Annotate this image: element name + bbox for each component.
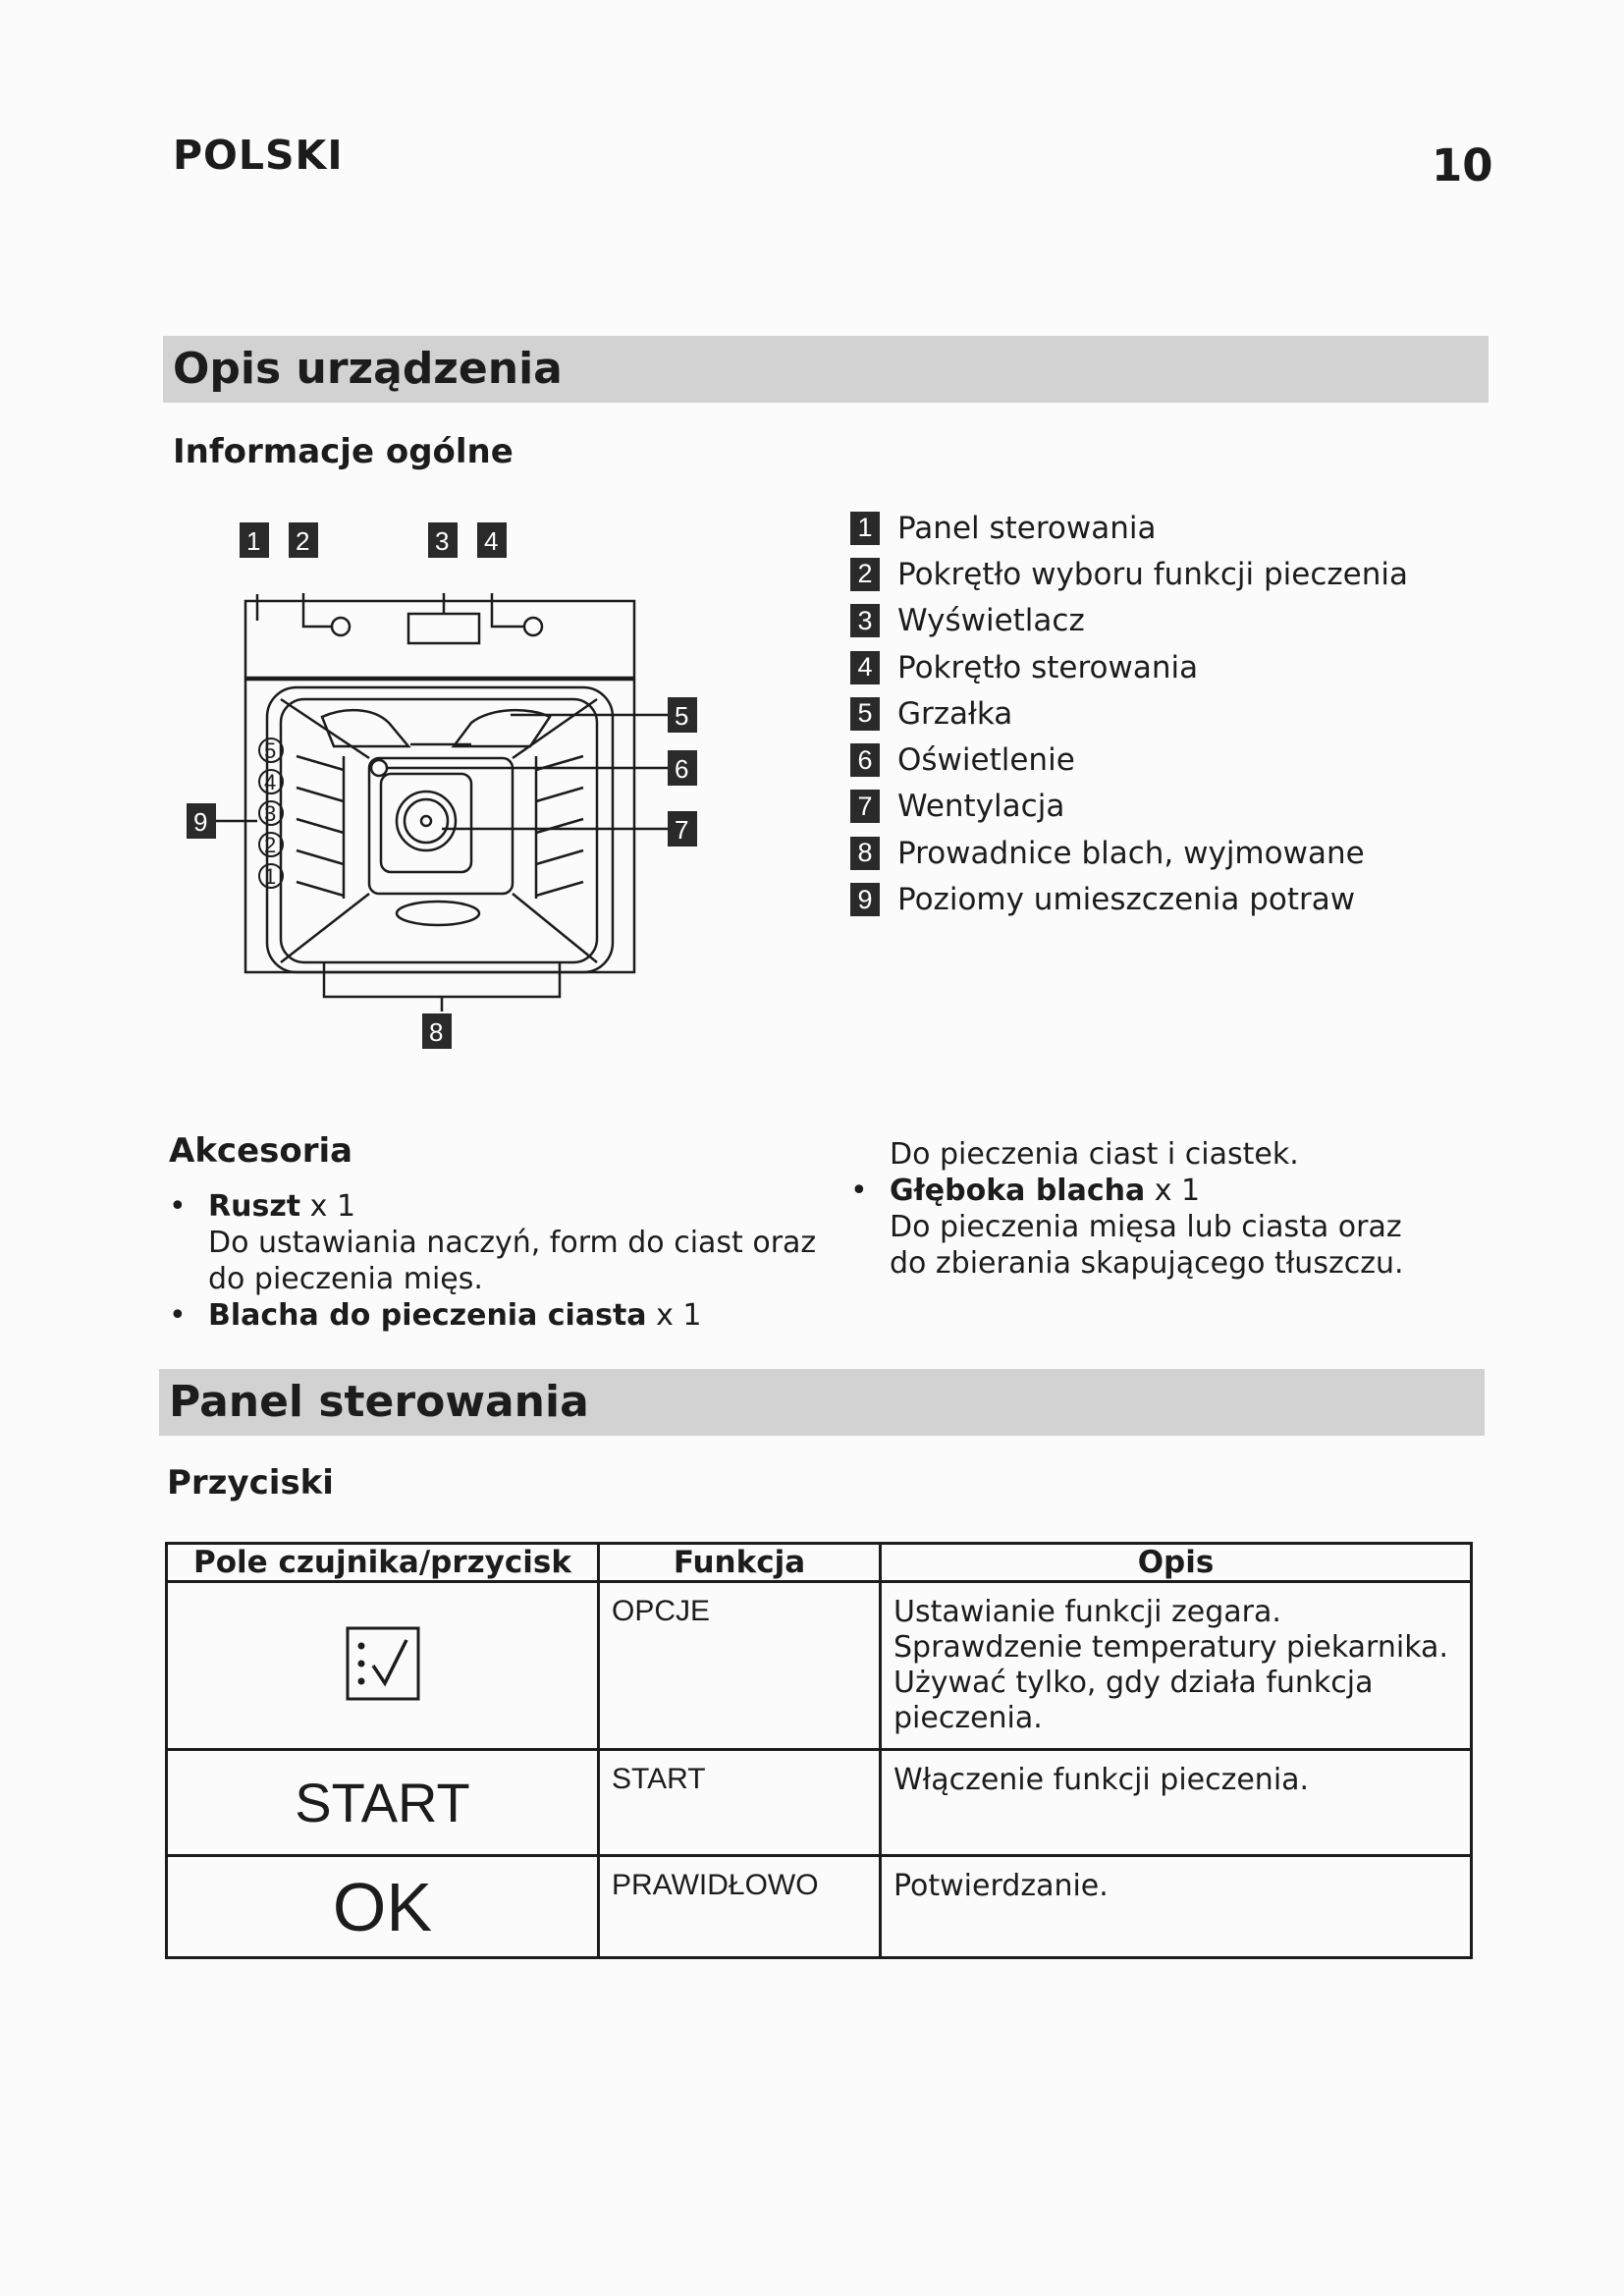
legend-label: Wyświetlacz: [897, 603, 1085, 639]
legend-number: 4: [850, 651, 880, 684]
legend-label: Wentylacja: [897, 789, 1065, 825]
language-label: POLSKI: [173, 132, 344, 179]
legend-item: [850, 737, 1538, 783]
legend-item: [850, 690, 1538, 737]
diagram-number-9: 9: [193, 807, 208, 837]
legend-number: 3: [850, 604, 880, 637]
diagram-number-5: 5: [675, 701, 689, 731]
legend-label: Grzałka: [897, 695, 1013, 732]
level-number-5: 5: [264, 738, 277, 763]
table-cell-function: START: [599, 1750, 881, 1856]
legend-label: Prowadnice blach, wyjmowane: [897, 835, 1365, 871]
accessory-item: [169, 1188, 817, 1225]
legend-label: Oświetlenie: [897, 742, 1075, 779]
table-header-row: [167, 1544, 1472, 1582]
accessory-name: Blacha do pieczenia ciasta: [208, 1298, 647, 1333]
start-symbol: START: [295, 1772, 470, 1833]
table-cell-symbol: [167, 1582, 599, 1750]
bullet-icon: •: [169, 1189, 187, 1224]
legend-label: Poziomy umieszczenia potraw: [897, 882, 1356, 918]
section-title-control-panel: Panel sterowania: [169, 1377, 589, 1427]
table-cell-function: OPCJE: [599, 1582, 881, 1750]
legend-item: [850, 876, 1538, 922]
table-cell-desc: Potwierdzanie.: [881, 1856, 1472, 1958]
table-header: Funkcja: [599, 1544, 881, 1582]
legend-number: 1: [850, 512, 880, 545]
level-number-1: 1: [264, 864, 277, 889]
level-number-2: 2: [264, 833, 277, 857]
legend-item: [850, 551, 1538, 597]
ok-symbol: OK: [332, 1868, 433, 1945]
legend-number: 2: [850, 558, 880, 591]
section-band-description: [163, 336, 1489, 403]
legend-number: 7: [850, 790, 880, 823]
table-cell-desc: Ustawianie funkcji zegara. Sprawdzenie temperatury piekarnika. Używać tylko, gdy działa funkcja pieczenia.: [881, 1582, 1472, 1750]
accessory-desc: Do pieczenia mięsa lub ciasta oraz do zbierania skapującego tłuszczu.: [890, 1210, 1404, 1281]
legend-label: Pokrętło sterowania: [897, 649, 1199, 685]
subtitle-buttons: Przyciski: [167, 1463, 334, 1503]
accessory-qty: x 1: [656, 1298, 702, 1333]
legend-number: 9: [850, 883, 880, 916]
page-number: 10: [1432, 139, 1493, 191]
accessories-title: Akcesoria: [169, 1131, 353, 1171]
accessory-name: Ruszt: [208, 1189, 301, 1224]
oven-diagram: [187, 511, 736, 1061]
legend-item: [850, 644, 1538, 690]
diagram-number-3: 3: [435, 526, 450, 556]
legend-item: [850, 598, 1538, 644]
accessory-desc: Do ustawiania naczyń, form do ciast oraz do pieczenia mięs.: [208, 1226, 817, 1296]
legend-number: 5: [850, 697, 880, 731]
accessory-desc: Do pieczenia ciast i ciastek.: [890, 1137, 1299, 1172]
accessory-qty: x 1: [309, 1189, 356, 1224]
diagram-legend: [850, 505, 1538, 923]
accessory-item: [169, 1297, 817, 1334]
buttons-table: [165, 1542, 1473, 1959]
accessory-qty: x 1: [1154, 1174, 1201, 1208]
diagram-number-8: 8: [429, 1017, 444, 1047]
table-cell-function: PRAWIDŁOWO: [599, 1856, 881, 1958]
legend-number: 6: [850, 743, 880, 777]
accessory-name: Głęboka blacha: [890, 1174, 1146, 1208]
bullet-icon: •: [850, 1174, 868, 1208]
subtitle-general-info: Informacje ogólne: [173, 432, 514, 471]
accessories-right-column: [850, 1136, 1439, 1282]
table-cell-symbol: [167, 1856, 599, 1958]
legend-label: Pokrętło wyboru funkcji pieczenia: [897, 556, 1408, 592]
accessory-item: [850, 1173, 1439, 1209]
table-cell-desc: Włączenie funkcji pieczenia.: [881, 1750, 1472, 1856]
level-number-3: 3: [264, 801, 277, 826]
table-cell-symbol: [167, 1750, 599, 1856]
level-number-4: 4: [264, 770, 277, 794]
legend-label: Panel sterowania: [897, 510, 1157, 546]
diagram-number-7: 7: [675, 815, 689, 845]
diagram-number-2: 2: [296, 526, 310, 556]
section-title-description: Opis urządzenia: [173, 344, 563, 394]
legend-item: [850, 830, 1538, 876]
legend-number: 8: [850, 837, 880, 870]
diagram-number-4: 4: [484, 526, 499, 556]
diagram-number-1: 1: [246, 526, 261, 556]
table-header: Pole czujnika/przycisk: [167, 1544, 599, 1582]
table-row: [167, 1582, 1472, 1750]
legend-item: [850, 784, 1538, 830]
accessories-left-column: [169, 1188, 817, 1334]
table-row: [167, 1856, 1472, 1958]
diagram-number-6: 6: [675, 754, 689, 784]
table-row: [167, 1750, 1472, 1856]
bullet-icon: •: [169, 1298, 187, 1333]
section-band-control-panel: [159, 1369, 1485, 1436]
legend-item: [850, 505, 1538, 551]
options-checklist-icon: [344, 1624, 422, 1703]
table-header: Opis: [881, 1544, 1472, 1582]
